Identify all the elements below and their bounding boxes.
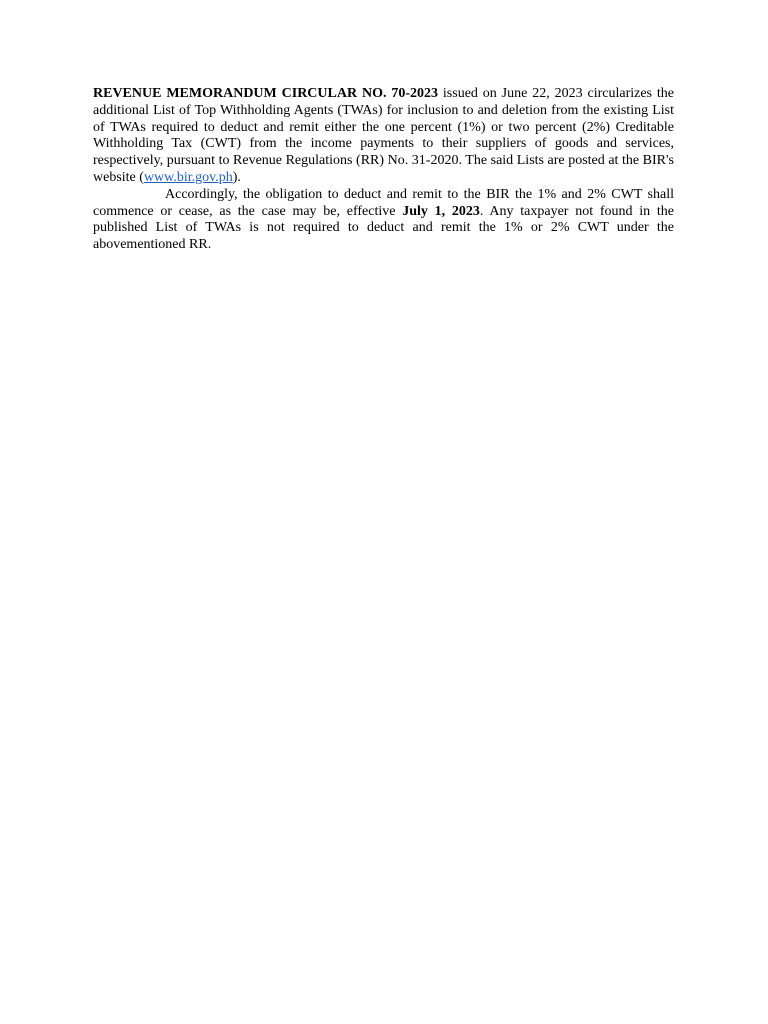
paragraph-obligation (93, 187, 674, 254)
bir-website-link[interactable]: www.bir.gov.ph (143, 169, 233, 185)
paragraph2-text-b: . Any taxpayer not found in the published List of TWAs is not required to deduct and remit the 1% or 2% CWT under the abovementioned RR. (93, 203, 674, 253)
paragraph-circular-intro (93, 86, 674, 187)
paragraph1-text-a: issued on June 22, 2023 circularizes the additional List of Top Withholding Agents (TWAs) for inclusion to and deletion from the existing List of TWAs required to deduct and remit either the one percent (1%) or two percent (2%) Creditable Withholding Tax (CWT) from the income payments to their suppliers of goods and services, respectively, pursuant to Revenue Regulations (RR) No. 31-2020. The said Lists are posted at the BIR's website ( (93, 86, 674, 185)
effective-date: July 1, 2023 (402, 203, 480, 219)
document-body (93, 86, 674, 254)
paragraph2-text-a: Accordingly, the obligation to deduct and remit to the BIR the 1% and 2% CWT shall commence or cease, as the case may be, effective (93, 186, 674, 219)
paragraph1-text-b: ). (232, 169, 241, 185)
circular-heading: REVENUE MEMORANDUM CIRCULAR NO. 70-2023 (93, 86, 439, 101)
